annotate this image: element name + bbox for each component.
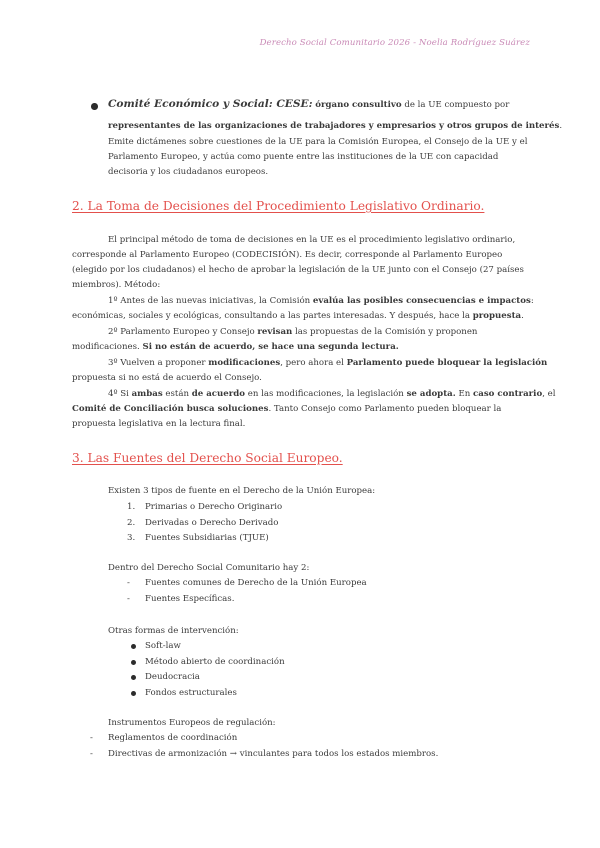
list-marker: - (127, 593, 130, 604)
s2-p1-line-4: miembros). Método: (72, 280, 161, 290)
bullet-icon (91, 103, 98, 110)
step-1-l2a: económicas, sociales y ecológicas, consultando a las partes interesadas. Y después, hace la (72, 311, 473, 321)
step-2-c: las propuestas de la Comisión y proponen (292, 327, 478, 337)
cese-line-1 (108, 97, 509, 113)
list-marker: - (127, 578, 130, 588)
list-item-label: Fuentes comunes de Derecho de la Unión Europea (145, 578, 367, 588)
cese-line-4: Parlamento Europeo, y actúa como puente entre las instituciones de la UE con capacidad (108, 152, 499, 162)
cese-line2-bold: representantes de las organizaciones de trabajadores y empresarios y otros grupos de interés (108, 121, 560, 131)
running-header: Derecho Social Comunitario 2026 - Noelia Rodríguez Suárez (259, 38, 530, 48)
step-4-b: ambas (131, 389, 163, 399)
step-3-b: modificaciones (208, 358, 281, 368)
list-marker: 3. (127, 533, 136, 543)
step-4-l2b: . Tanto Consejo como Parlamento pueden bloquear la (268, 404, 502, 414)
list-marker: - (90, 748, 93, 759)
step-4-line-2 (72, 402, 501, 417)
list-item-label: Derivadas o Derecho Derivado (145, 517, 279, 528)
step-4-e: en las modificaciones, la legislación (245, 389, 407, 399)
step-4-line-3: propuesta legislativa en la lectura final. (72, 419, 246, 429)
step-4-a: 4º Si (108, 389, 132, 399)
step-1-a: 1º Antes de las nuevas iniciativas, la Comisión (108, 296, 313, 306)
step-4-c: están (162, 389, 192, 399)
cese-title: Comité Económico y Social: CESE: (108, 98, 313, 110)
list-item-label: Método abierto de coordinación (145, 656, 285, 667)
list-marker: 1. (127, 502, 136, 512)
step-2-a: 2º Parlamento Europeo y Consejo (108, 327, 258, 337)
bullet-icon (131, 644, 136, 649)
step-3-c: , pero ahora el (280, 358, 347, 368)
step-1-l2c: . (521, 311, 524, 321)
step-1-line-1 (108, 294, 534, 309)
s2-p1-line-2: corresponde al Parlamento Europeo (CODECISIÓN). Es decir, corresponde al Parlamento Europeo (72, 250, 503, 260)
list-item-label: Directivas de armonización → vinculantes para todos los estados miembros. (108, 748, 439, 759)
step-2-line-2 (72, 340, 399, 355)
bullet-icon (131, 675, 136, 680)
cese-line2-end: . (559, 121, 563, 131)
cese-line-3: Emite dictámenes sobre cuestiones de la UE para la Comisión Europea, el Consejo de la UE y el (108, 137, 528, 147)
list-item-label: Fuentes Específicas. (145, 593, 235, 604)
step-2-l2a: modificaciones. (72, 342, 143, 352)
step-3-line-1 (108, 356, 547, 371)
step-3-a: 3º Vuelven a proponer (108, 358, 209, 368)
step-2-l2b: Si no están de acuerdo, se hace una segunda lectura. (142, 342, 399, 352)
cese-lead-bold: órgano consultivo (315, 100, 402, 110)
step-4-f: se adopta. (406, 389, 456, 399)
step-3-line-2: propuesta si no está de acuerdo el Consejo. (72, 373, 262, 383)
list-marker: 2. (127, 517, 136, 528)
step-4-line-1 (108, 387, 556, 402)
step-2-b: revisan (257, 327, 293, 337)
bullet-icon (131, 691, 136, 696)
s3-intro-2: Dentro del Derecho Social Comunitario hay 2: (108, 563, 310, 573)
section-3-heading: 3. Las Fuentes del Derecho Social Europeo. (72, 451, 343, 465)
step-1-l2b: propuesta (472, 311, 522, 321)
cese-line-2 (108, 119, 562, 134)
step-1-c: : (530, 296, 534, 306)
step-4-d: de acuerdo (191, 389, 246, 399)
cese-lead-rest: de la UE compuesto por (401, 100, 510, 110)
s3-intro-4: Instrumentos Europeos de regulación: (108, 718, 276, 728)
step-4-g: En (455, 389, 474, 399)
step-1-b: evalúa las posibles consecuencias e impactos (312, 296, 531, 306)
list-item-label: Fuentes Subsidiarias (TJUE) (145, 533, 269, 543)
list-item-label: Reglamentos de coordinación (108, 733, 238, 743)
step-2-line-1 (108, 325, 477, 340)
step-4-h: caso contrario (473, 389, 543, 399)
step-4-i: , el (542, 389, 556, 399)
step-4-l2a: Comité de Conciliación busca soluciones (72, 404, 269, 414)
list-item-label: Primarias o Derecho Originario (145, 502, 283, 512)
section-2-heading: 2. La Toma de Decisiones del Procedimiento Legislativo Ordinario. (72, 199, 485, 213)
s3-intro-1: Existen 3 tipos de fuente en el Derecho de la Unión Europea: (108, 486, 376, 496)
list-item-label: Soft-law (145, 641, 181, 651)
s2-p1-line-1: El principal método de toma de decisiones en la UE es el procedimiento legislativo ordinario, (108, 235, 516, 245)
list-item-label: Deudocracia (145, 672, 200, 682)
s3-intro-3: Otras formas de intervención: (108, 626, 239, 636)
list-item-label: Fondos estructurales (145, 687, 237, 698)
step-1-line-2 (72, 309, 524, 324)
list-marker: - (90, 733, 93, 743)
step-3-d: Parlamento puede bloquear la legislación (346, 358, 548, 368)
s2-p1-line-3: (elegido por los ciudadanos) el hecho de aprobar la legislación de la UE junto con el Consejo (27 países (72, 265, 524, 275)
bullet-icon (131, 660, 136, 665)
cese-line-5: decisoria y los ciudadanos europeos. (108, 167, 269, 177)
